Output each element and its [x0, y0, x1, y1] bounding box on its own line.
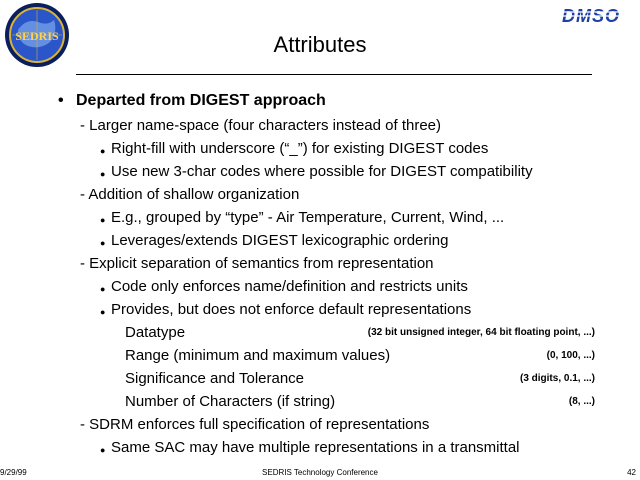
sub-item-2: - Addition of shallow organization	[80, 186, 300, 203]
page-number: 42	[627, 468, 636, 477]
dmso-logo	[546, 4, 636, 26]
representation-example: (3 digits, 0.1, ...)	[519, 373, 595, 384]
representation-example: (8, ...)	[568, 396, 595, 407]
representation-example: (0, 100, ...)	[546, 350, 595, 361]
dot-icon: ●	[100, 307, 106, 317]
sub-sub-item-4: ● Leverages/extends DIGEST lexicographic ordering	[100, 232, 449, 249]
dot-icon: ●	[100, 169, 106, 179]
title-divider	[76, 74, 592, 75]
sub-item-4: - SDRM enforces full specification of representations	[80, 416, 430, 433]
main-bullet-text: Departed from DIGEST approach	[76, 92, 326, 109]
representation-row	[125, 370, 595, 387]
representation-row	[125, 324, 595, 341]
dot-icon: ●	[100, 215, 106, 225]
representation-name: Range (minimum and maximum values)	[125, 347, 391, 364]
dot-icon: ●	[100, 146, 106, 156]
dot-icon: ●	[100, 238, 106, 248]
sub-item-1: - Larger name-space (four characters instead of three)	[80, 117, 442, 134]
main-bullet	[58, 92, 326, 110]
representation-name: Datatype	[125, 324, 186, 341]
sub-item-3: - Explicit separation of semantics from representation	[80, 255, 434, 272]
sub-sub-item-5: ● Code only enforces name/definition and restricts units	[100, 278, 468, 295]
footer-conference: SEDRIS Technology Conference	[262, 468, 378, 477]
footer-date: 9/29/99	[0, 468, 27, 477]
representation-name: Significance and Tolerance	[125, 370, 305, 387]
slide-title: Attributes	[273, 32, 367, 57]
sub-sub-item-2: ● Use new 3-char codes where possible for DIGEST compatibility	[100, 163, 533, 180]
dot-icon: ●	[100, 284, 106, 294]
dot-icon: ●	[100, 445, 106, 455]
sub-sub-item-6: ● Provides, but does not enforce default representations	[100, 301, 472, 318]
sub-sub-item-7: ● Same SAC may have multiple representations in a transmittal	[100, 439, 520, 456]
svg-text:DMSO: DMSO	[562, 6, 620, 26]
representation-example: (32 bit unsigned integer, 64 bit floating point, ...)	[367, 327, 595, 338]
representation-row	[125, 393, 595, 410]
representation-row	[125, 347, 595, 364]
representation-name: Number of Characters (if string)	[125, 393, 336, 410]
svg-text:SEDRIS: SEDRIS	[15, 29, 59, 43]
bullet-icon: •	[58, 92, 64, 109]
sub-sub-item-3: ● E.g., grouped by “type” - Air Temperature, Current, Wind, ...	[100, 209, 505, 226]
sub-sub-item-1: ● Right-fill with underscore (“_”) for existing DIGEST codes	[100, 140, 489, 157]
